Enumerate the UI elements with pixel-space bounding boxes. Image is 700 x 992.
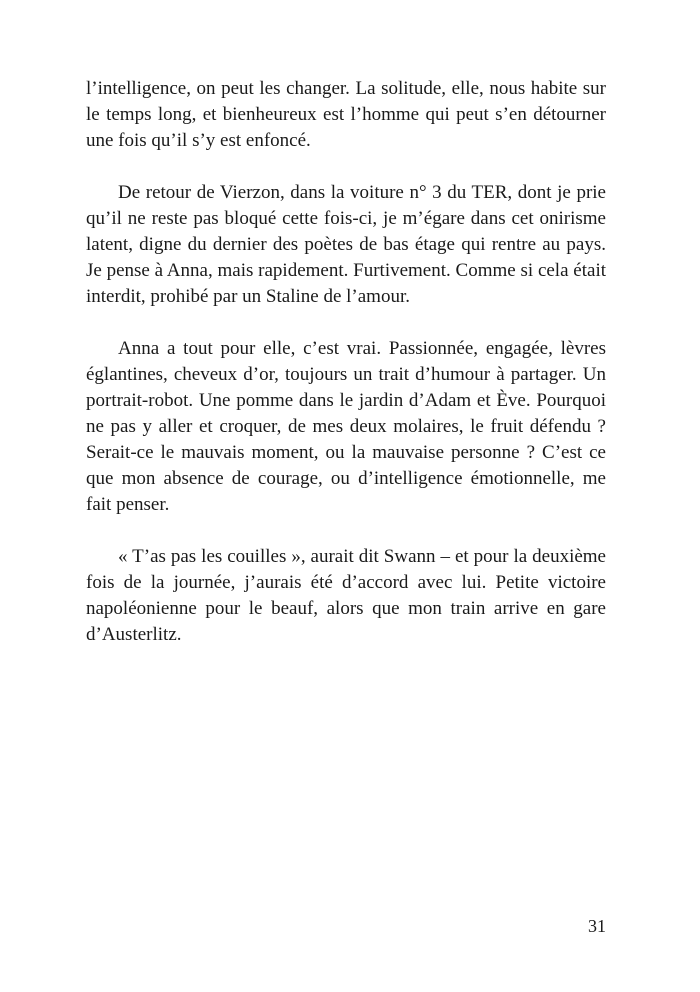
paragraph-anna: Anna a tout pour elle, c’est vrai. Passionnée, engagée, lèvres églantines, cheveux d’or, toujours un trait d’humour à partager. Un portrait-robot. Une pomme dans le jardin d’Adam et Ève. Pourquoi ne pas y aller et croquer, de mes deux molaires, le fruit défendu ? Serait-ce le mauvais moment, ou la mauvaise personne ? C’est ce que mon absence de courage, ou d’intelligence émotionnelle, me fait penser.	[86, 338, 606, 515]
paragraph-swann: « T’as pas les couilles », aurait dit Swann – et pour la deuxième fois de la journée, j’aurais été d’accord avec lui. Petite victoire napoléonienne pour le beauf, alors que mon train arrive en gare d’Austerlitz.	[86, 546, 606, 645]
page-number: 31	[588, 916, 606, 936]
paragraph-continued: l’intelligence, on peut les changer. La solitude, elle, nous habite sur le temps long, et bienheureux est l’homme qui peut s’en détourner une fois qu’il s’y est enfoncé.	[86, 78, 606, 151]
paragraph-vierzon: De retour de Vierzon, dans la voiture n° 3 du TER, dont je prie qu’il ne reste pas bloqué cette fois-ci, je m’égare dans cet onirisme latent, digne du dernier des poètes de bas étage qui rentre au pays. Je pense à Anna, mais rapidement. Furtivement. Comme si cela était interdit, prohibé par un Staline de l’amour.	[86, 182, 606, 307]
body-text	[86, 76, 606, 674]
